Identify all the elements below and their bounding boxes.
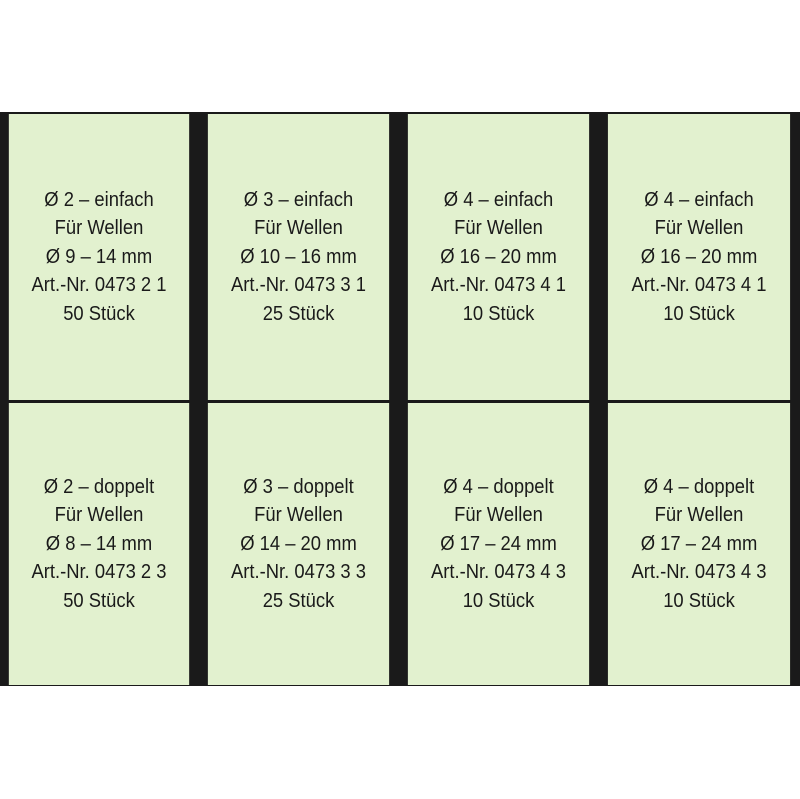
- cell-usage: Für Wellen: [54, 504, 144, 527]
- cell-usage: Für Wellen: [654, 217, 744, 240]
- cell-article: Art.-Nr. 0473 2 3: [31, 561, 167, 584]
- compartment-cell: [608, 403, 790, 685]
- cell-quantity: 10 Stück: [663, 589, 735, 612]
- compartment-cell: [208, 114, 389, 400]
- cell-size: Ø 2 – doppelt: [43, 475, 155, 498]
- cell-range: Ø 14 – 20 mm: [240, 532, 357, 555]
- cell-quantity: 25 Stück: [262, 302, 335, 325]
- compartment-cell: [408, 114, 589, 400]
- compartment-cell: [9, 114, 189, 400]
- cell-article: Art.-Nr. 0473 4 3: [430, 561, 567, 584]
- cell-article: Art.-Nr. 0473 3 3: [230, 561, 367, 584]
- cell-usage: Für Wellen: [654, 504, 744, 527]
- cell-quantity: 10 Stück: [462, 302, 535, 325]
- cell-quantity: 10 Stück: [663, 302, 735, 325]
- cell-quantity: 25 Stück: [262, 589, 335, 612]
- cell-range: Ø 8 – 14 mm: [45, 532, 153, 555]
- cell-range: Ø 16 – 20 mm: [640, 245, 758, 268]
- cell-size: Ø 3 – doppelt: [243, 475, 354, 498]
- cell-size: Ø 2 – einfach: [44, 188, 154, 211]
- cell-quantity: 50 Stück: [63, 302, 135, 325]
- cell-article: Art.-Nr. 0473 4 3: [631, 561, 767, 584]
- cell-quantity: 50 Stück: [63, 589, 135, 612]
- compartment-grid: [0, 112, 800, 686]
- cell-article: Art.-Nr. 0473 4 1: [430, 274, 567, 297]
- cell-size: Ø 3 – einfach: [243, 188, 354, 211]
- compartment-cell: [608, 114, 790, 400]
- cell-size: Ø 4 – doppelt: [643, 475, 755, 498]
- cell-quantity: 10 Stück: [462, 589, 535, 612]
- cell-article: Art.-Nr. 0473 2 1: [31, 274, 167, 297]
- cell-size: Ø 4 – einfach: [443, 188, 554, 211]
- compartment-cell: [408, 403, 589, 685]
- cell-usage: Für Wellen: [54, 217, 144, 240]
- cell-range: Ø 16 – 20 mm: [440, 245, 557, 268]
- cell-range: Ø 10 – 16 mm: [240, 245, 357, 268]
- cell-range: Ø 9 – 14 mm: [45, 245, 153, 268]
- cell-usage: Für Wellen: [454, 504, 543, 527]
- cell-article: Art.-Nr. 0473 3 1: [230, 274, 367, 297]
- compartment-cell: [9, 403, 189, 685]
- cell-article: Art.-Nr. 0473 4 1: [631, 274, 767, 297]
- cell-size: Ø 4 – doppelt: [443, 475, 554, 498]
- cell-range: Ø 17 – 24 mm: [440, 532, 557, 555]
- compartment-cell: [208, 403, 389, 685]
- cell-usage: Für Wellen: [254, 217, 343, 240]
- cell-range: Ø 17 – 24 mm: [640, 532, 758, 555]
- cell-usage: Für Wellen: [254, 504, 343, 527]
- cell-usage: Für Wellen: [454, 217, 543, 240]
- cell-size: Ø 4 – einfach: [644, 188, 754, 211]
